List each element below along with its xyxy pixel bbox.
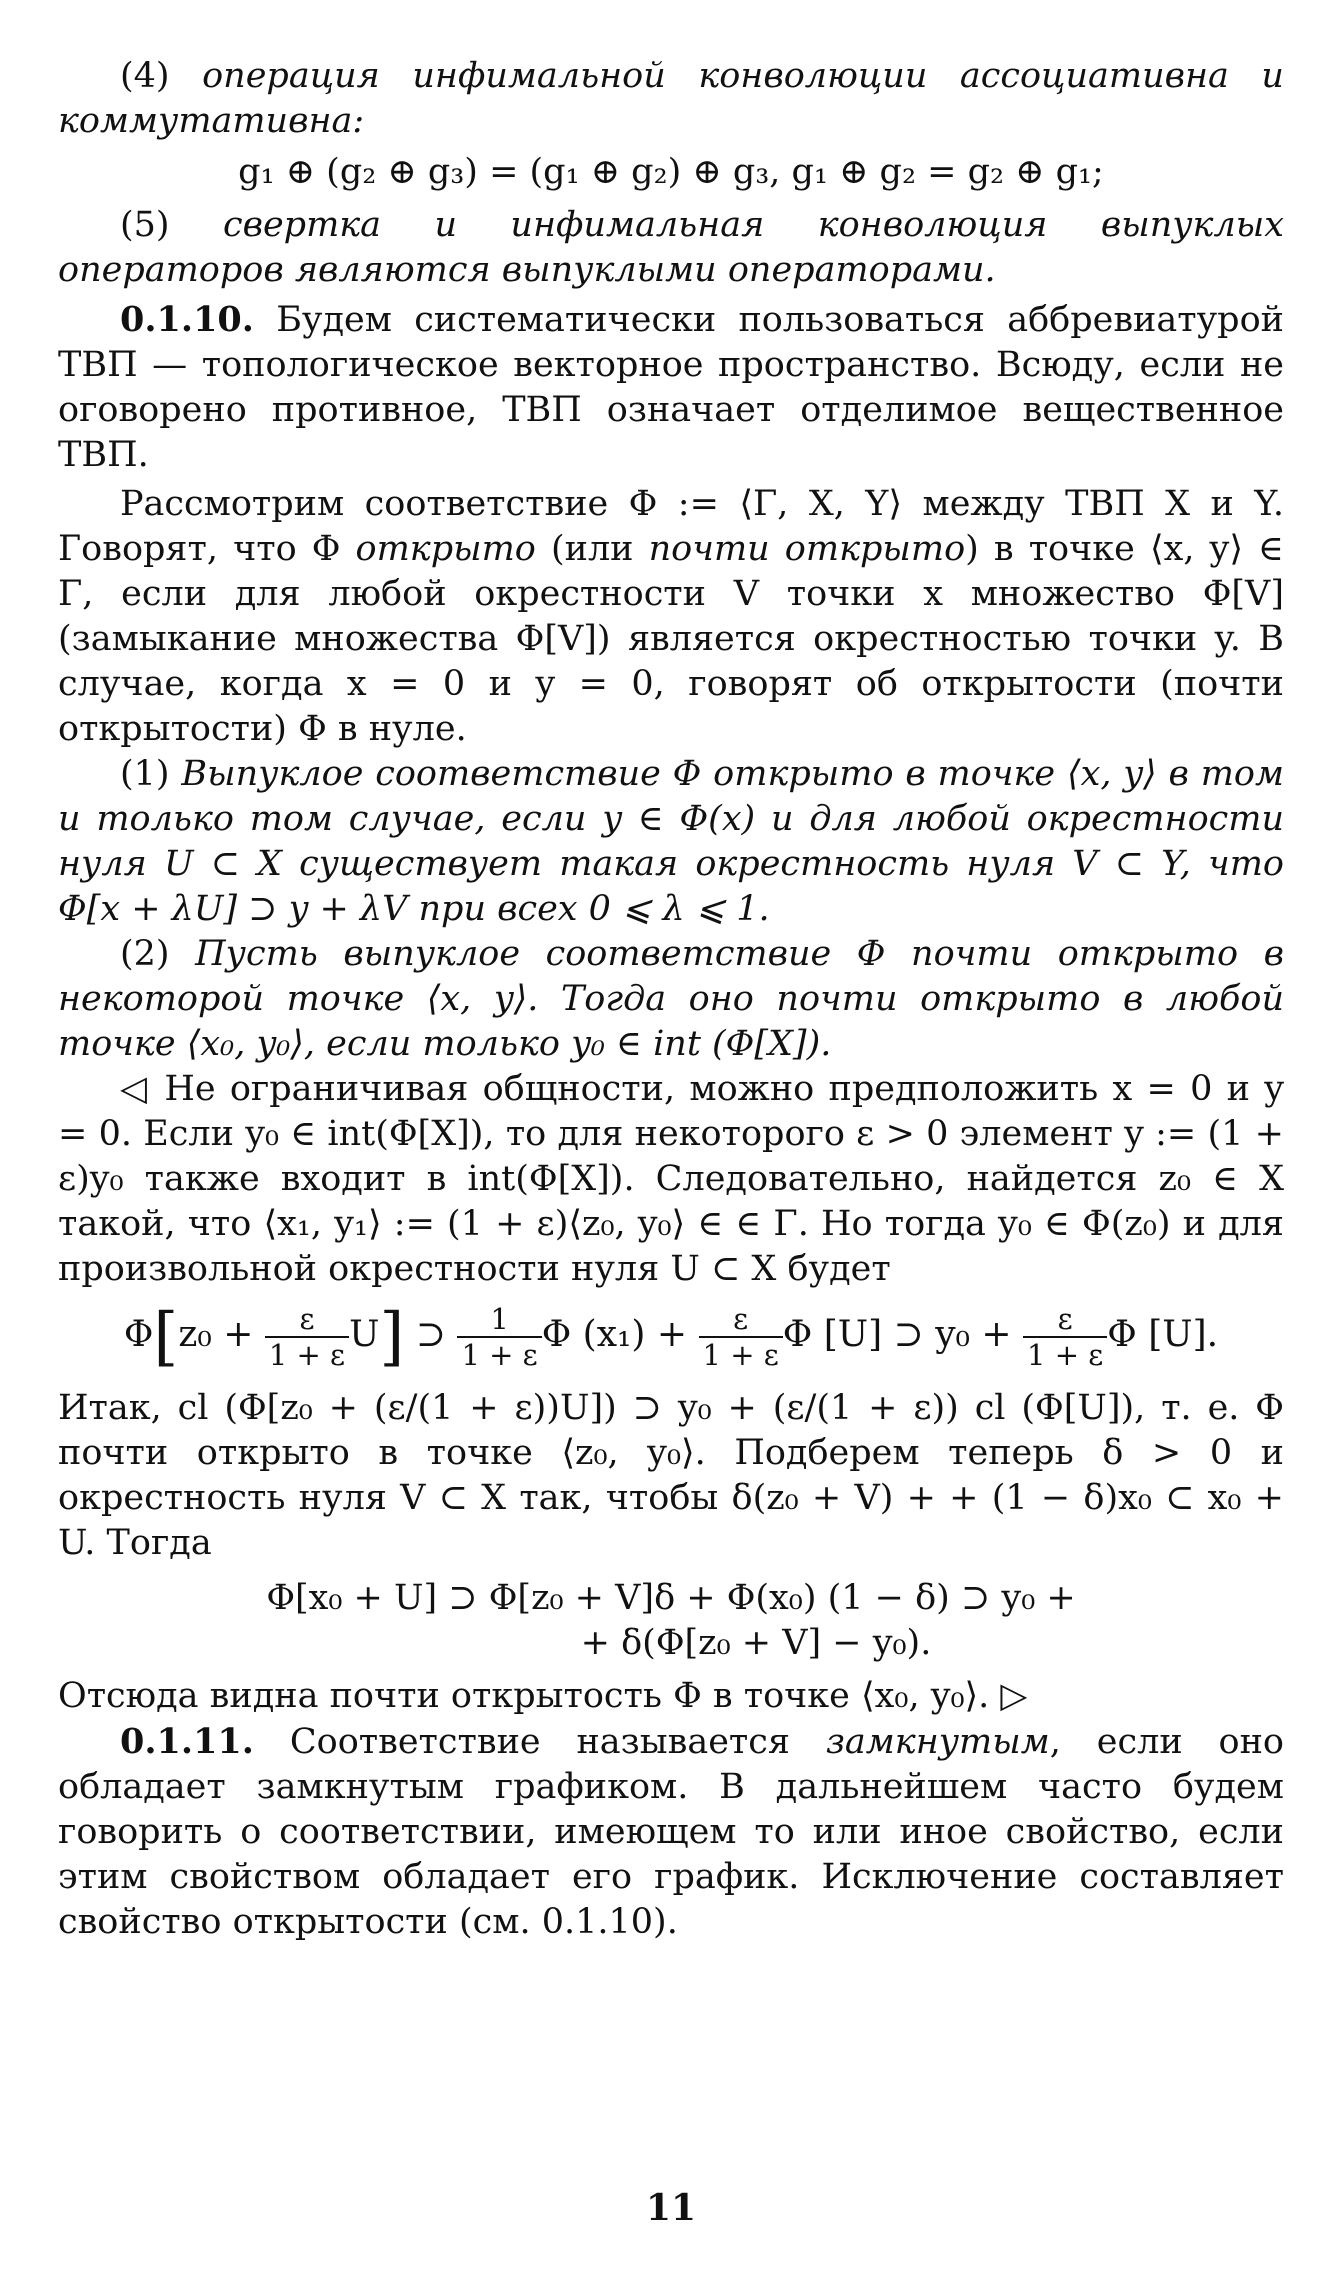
statement-1 [58,752,1284,932]
page-number: 11 [645,2187,697,2229]
eq-left-bracket: [ [153,1300,179,1374]
statement-1-text: Выпуклое соответствие Φ открыто в точке ⟨x, y⟩ в том и только том случае, если y ∈ Φ(x) и для любой окрестности нуля U ⊂ X существует такая окрестность нуля V ⊂ Y, что Φ[x + λU] ⊃ y + λV при всех 0 ⩽ λ ⩽ 1. [58,754,1284,929]
eq-superset: ⊃ [415,1314,447,1355]
item-number: (1) [120,754,170,794]
section-text: Будем систематически пользоваться аббревиатурой ТВП — топологическое векторное пространство. Всюду, если не оговорено противное, ТВП означает отделимое вещественное ТВП. [58,300,1284,475]
section-text-c: , если оно обладает замкнутым графиком. В дальнейшем часто будем говорить о соответствии, имеющем то или иное свойство, если этим свойством обладает его график. Исключение составляет свойство открытости (см. 0.1.10). [58,1722,1284,1942]
property-5-paragraph [58,203,1284,293]
property-4-paragraph [58,54,1284,144]
equation-line-2: + δ(Φ[z₀ + V] − y₀). [580,1623,932,1663]
statement-2 [58,932,1284,1067]
term-open: открыто [355,529,536,569]
eq-term: Φ (x₁) + [541,1314,688,1355]
definition-text-e: ) в точке ⟨x, y⟩ ∈ Γ, если для любой окрестности V точки x множество Φ[V] (замыкание множества Φ[V]) является окрестностью точки y. В случае, когда x = 0 и y = 0, говорят об открытости (почти открытости) Φ в нуле. [58,529,1284,749]
section-number: 0.1.11. [120,1721,254,1762]
item-number: (4) [120,56,170,96]
item-number: (5) [120,205,170,245]
section-0-1-11 [58,1719,1284,1945]
fraction: $\frac{\varepsilon}{1 + \varepsilon}$ [1023,1302,1107,1372]
section-0-1-10 [58,297,1284,478]
property-4-text: операция инфимальной конволюции ассоциативна и коммутативна: [58,56,1284,141]
term-almost-open: почти открыто [648,529,966,569]
section-text-a: Соответствие называется [289,1722,790,1762]
equation-associativity: g₁ ⊕ (g₂ ⊕ g₃) = (g₁ ⊕ g₂) ⊕ g₃, g₁ ⊕ g₂ = g₂ ⊕ g₁; [238,152,1104,192]
property-5-text: свертка и инфимальная конволюция выпуклых операторов являются выпуклыми операторами. [58,205,1284,290]
definition-text-c: (или [550,529,634,569]
eq-phi: Φ [123,1314,154,1355]
equation-inclusion [58,1302,1284,1372]
open-correspondence-definition [58,482,1284,752]
term-closed: замкнутым [825,1722,1050,1762]
eq-term: Φ [U] ⊃ y₀ + [782,1314,1012,1355]
eq-term: Φ [U]. [1107,1314,1219,1355]
fraction: $\frac{\varepsilon}{1 + \varepsilon}$ [699,1302,783,1372]
equation-final [58,1576,1284,1666]
proof-paragraph: ◁ Не ограничивая общности, можно предположить x = 0 и y = 0. Если y₀ ∈ int(Φ[X]), то для некоторого ε > 0 элемент y := (1 + ε)y₀ также входит в int(Φ[X]). Следовательно, найдется z₀ ∈ X такой, что ⟨x₁, y₁⟩ := (1 + ε)⟨z₀, y₀⟩ ∈ ∈ Γ. Но тогда y₀ ∈ Φ(z₀) и для произвольной окрестности нуля U ⊂ X будет [58,1069,1284,1289]
item-number: (2) [120,934,170,974]
statement-2-text: Пусть выпуклое соответствие Φ почти открыто в некоторой точке ⟨x, y⟩. Тогда оно почти открыто в любой точке ⟨x₀, y₀⟩, если только y₀ ∈ int (Φ[X]). [58,934,1284,1064]
fraction: $\frac{\varepsilon}{1 + \varepsilon}$ [265,1302,349,1372]
eq-term: U [349,1314,380,1355]
equation-line-1: Φ[x₀ + U] ⊃ Φ[z₀ + V]δ + Φ(x₀) (1 − δ) ⊃ y₀ + [266,1578,1076,1618]
proof-continuation: Итак, cl (Φ[z₀ + (ε/(1 + ε))U]) ⊃ y₀ + (ε/(1 + ε)) cl (Φ[U]), т. е. Φ почти открыто в точке ⟨z₀, y₀⟩. Подберем теперь δ > 0 и окрестность нуля V ⊂ X так, чтобы δ(z₀ + V) + + (1 − δ)x₀ ⊂ x₀ + U. Тогда [58,1388,1284,1563]
fraction: $\frac{1}{1 + \varepsilon}$ [457,1302,541,1372]
section-number: 0.1.10. [120,299,254,340]
eq-right-bracket: ] [379,1300,405,1374]
eq-term: z₀ + [178,1314,254,1355]
definition-text-a: Рассмотрим соответствие Φ := ⟨Γ, X, Y⟩ между ТВП X и Y. Говорят, что Φ [58,484,1284,569]
proof-conclusion: Отсюда видна почти открытость Φ в точке ⟨x₀, y₀⟩. ▷ [58,1676,1028,1716]
